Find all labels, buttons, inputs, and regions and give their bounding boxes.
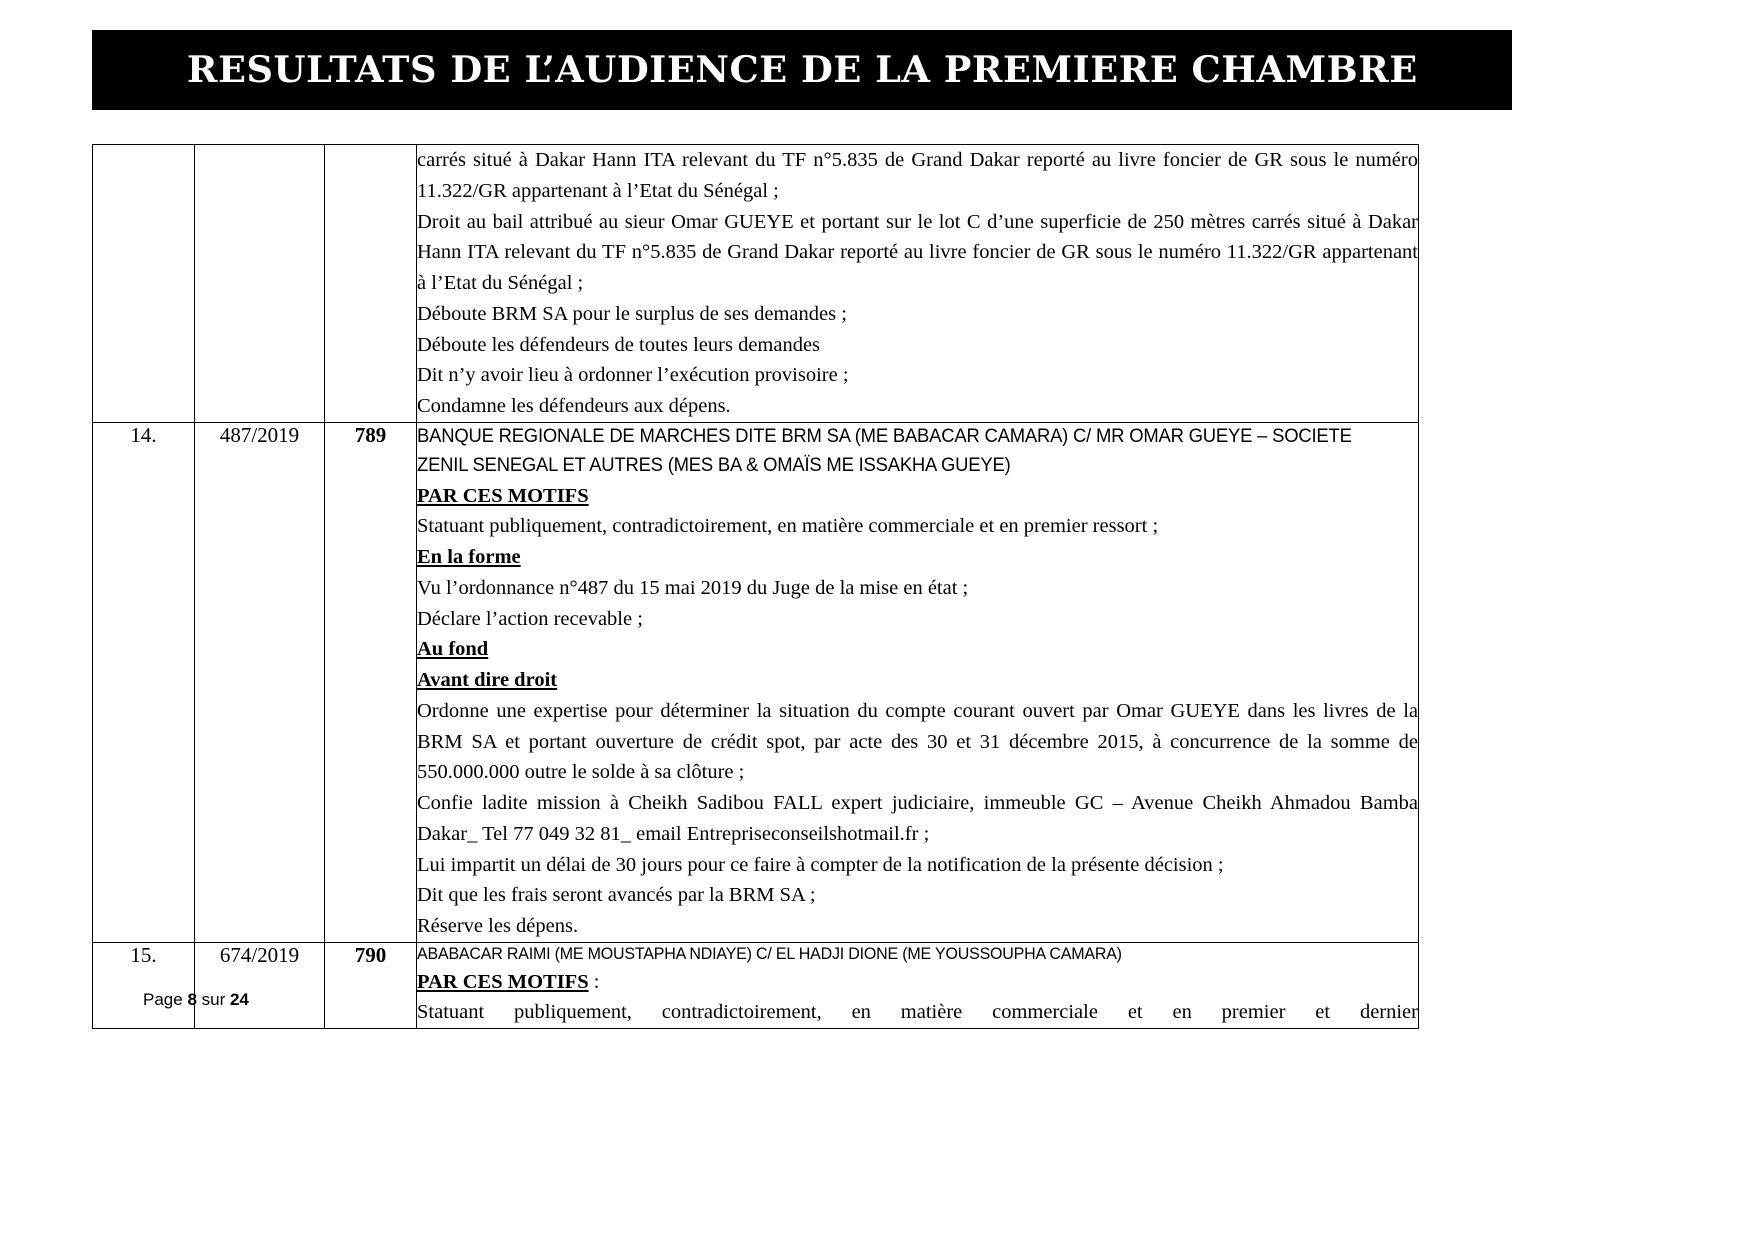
content-line: Vu l’ordonnance n°487 du 15 mai 2019 du Juge de la mise en état ; <box>417 576 969 599</box>
content-line: Déboute BRM SA pour le surplus de ses demandes ; <box>417 302 847 325</box>
row-number-cell: 15. <box>93 942 195 1028</box>
content-line: Statuant publiquement, contradictoirement, en matière commerciale et en premier ressort ; <box>417 515 1159 538</box>
heading-text: PAR CES MOTIFS <box>417 484 589 507</box>
content-line: Réserve les dépens. <box>417 915 579 937</box>
table-row <box>93 942 1419 1028</box>
footer-middle: sur <box>196 990 230 1009</box>
row-reference-cell: 487/2019 <box>195 422 325 942</box>
content-line: Droit au bail attribué au sieur Omar GUEYE et portant sur le lot C d’une superficie de 250 mètres carrés situé à Dakar Hann ITA relevant du TF n°5.835 de Grand Dakar reporté au livre foncier de GR sous le numéro 11.322/GR appartenant à l’Etat du Sénégal ; <box>417 210 1418 294</box>
row-number-cell: 14. <box>93 422 195 942</box>
section-heading-par-ces-motifs <box>417 481 1418 512</box>
section-heading-avant-dire-droit <box>417 665 1418 696</box>
page-header-banner <box>92 30 1512 110</box>
content-line: Ordonne une expertise pour déterminer la situation du compte courant ouvert par Omar GUEYE dans les livres de la BRM SA et portant ouverture de crédit spot, par acte des 30 et 31 décembre 2015, à concurrence de la somme de 550.000.000 outre le solde à sa clôture ; <box>417 699 1418 784</box>
row-number-cell <box>93 145 195 423</box>
row-content-cell <box>417 422 1419 942</box>
row-content-cell <box>417 942 1419 1028</box>
content-line: Lui impartit un délai de 30 jours pour ce faire à compter de la notification de la présente décision ; <box>417 853 1224 876</box>
row-decision-cell <box>325 145 417 423</box>
heading-text: Avant dire droit <box>417 669 558 691</box>
table-row <box>93 422 1419 942</box>
content-line: Déboute les défendeurs de toutes leurs demandes <box>417 333 821 356</box>
content-line: Statuant publiquement, contradictoirement, en matière commerciale et en premier et dernier <box>417 1001 1418 1024</box>
row-decision-cell: 789 <box>325 422 417 942</box>
heading-text: En la forme <box>417 546 521 568</box>
footer-page-number: 8 <box>187 990 197 1009</box>
row-reference-cell: 674/2019 <box>195 942 325 1028</box>
content-line: Déclare l’action recevable ; <box>417 607 643 630</box>
section-heading-en-la-forme <box>417 542 1418 573</box>
content-line: Dit n’y avoir lieu à ordonner l’exécution provisoire ; <box>417 364 849 387</box>
case-title: ABABACAR RAIMI (ME MOUSTAPHA NDIAYE) C/ EL HADJI DIONE (ME YOUSSOUPHA CAMARA) <box>417 944 1122 963</box>
section-heading-par-ces-motifs <box>417 967 1418 998</box>
page-footer <box>143 990 249 1010</box>
heading-text: Au fond <box>417 638 489 661</box>
footer-prefix: Page <box>143 990 188 1009</box>
section-heading-au-fond <box>417 634 1418 665</box>
content-line: carrés situé à Dakar Hann ITA relevant du TF n°5.835 de Grand Dakar reporté au livre foncier de GR sous le numéro 11.322/GR appartenant à l’Etat du Sénégal ; <box>417 149 1418 202</box>
heading-text: PAR CES MOTIFS <box>417 970 589 993</box>
row-content-cell <box>417 145 1419 423</box>
page-title: RESULTATS DE L’AUDIENCE DE LA PREMIERE CHAMBRE <box>186 49 1418 91</box>
content-line: Dit que les frais seront avancés par la BRM SA ; <box>417 884 816 907</box>
footer-total-pages: 24 <box>229 990 249 1009</box>
audience-results-table <box>92 144 1419 1029</box>
content-line: Condamne les défendeurs aux dépens. <box>417 395 731 417</box>
row-decision-cell: 790 <box>325 942 417 1028</box>
case-title: BANQUE REGIONALE DE MARCHES DITE BRM SA (ME BABACAR CAMARA) C/ MR OMAR GUEYE – SOCIETE ZENIL SENEGAL ET AUTRES (MES BA & OMAÏS ME ISSAKHA GUEYE) <box>417 425 1352 476</box>
heading-suffix: : <box>588 970 600 993</box>
content-line: Confie ladite mission à Cheikh Sadibou FALL expert judiciaire, immeuble GC – Avenue Cheikh Ahmadou Bamba Dakar_ Tel 77 049 32 81_ email Entrepriseconseilshotmail.fr ; <box>417 792 1418 845</box>
table-row <box>93 145 1419 423</box>
row-reference-cell <box>195 145 325 423</box>
